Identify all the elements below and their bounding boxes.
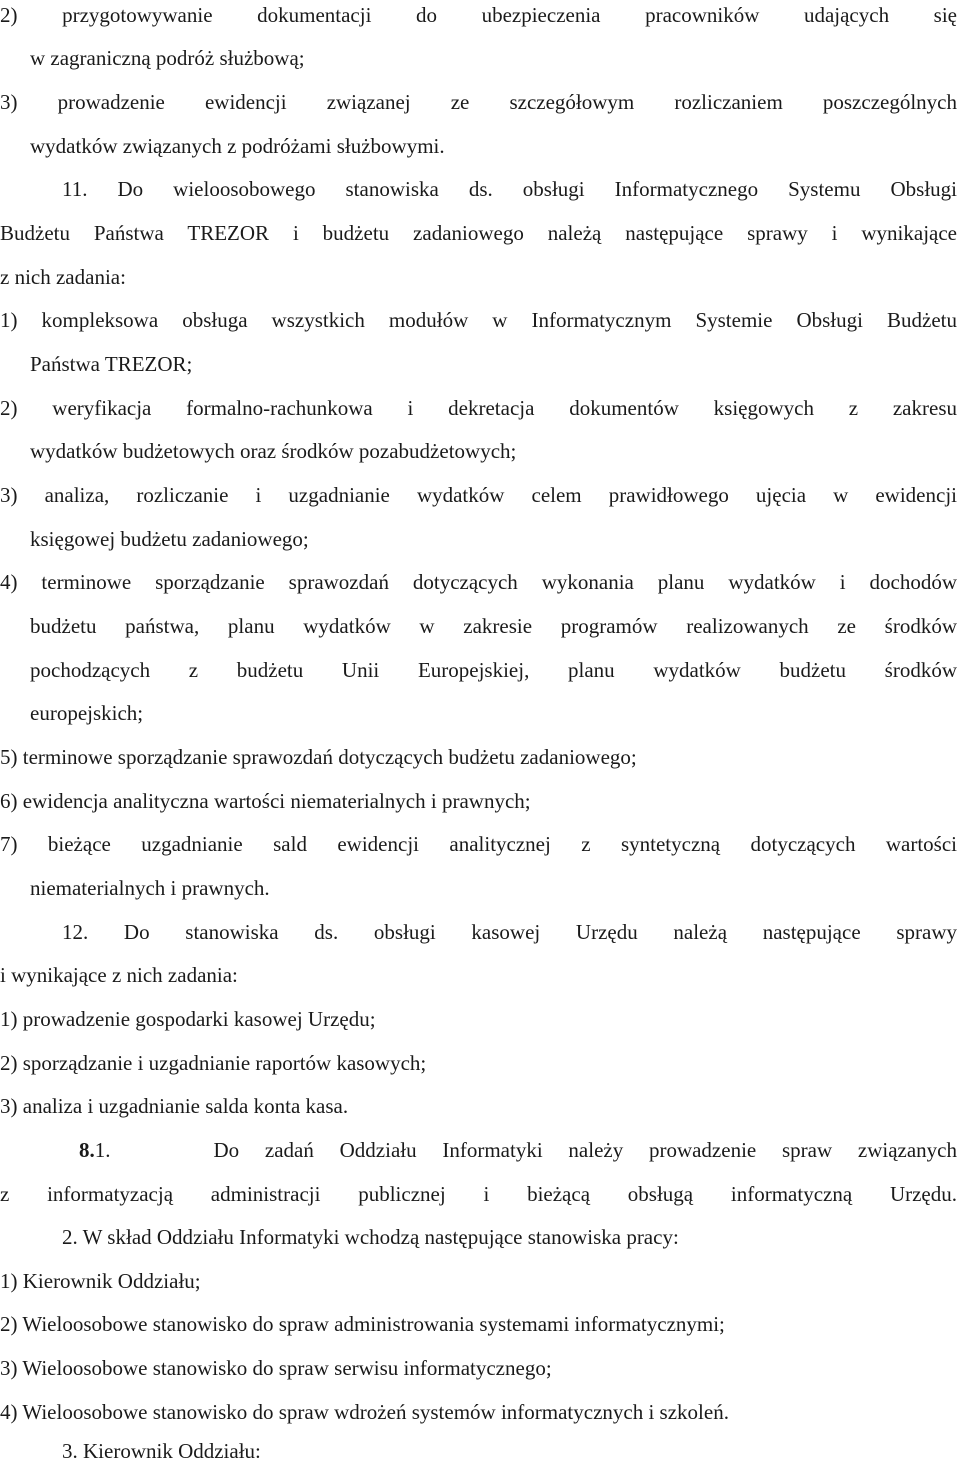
section-number (79, 1135, 111, 1165)
text-line: 3) Wieloosobowe stanowisko do spraw serwisu informatycznego; (0, 1356, 552, 1380)
text-line: 1) Kierownik Oddziału; (0, 1269, 201, 1293)
text-line: 7) bieżące uzgadnianie sald ewidencji analitycznej z syntetyczną dotyczących wartości (0, 832, 957, 856)
text-line: 2) sporządzanie i uzgadnianie raportów kasowych; (0, 1051, 427, 1075)
text-line: europejskich; (30, 701, 144, 725)
text-line: wydatków budżetowych oraz środków pozabudżetowych; (30, 439, 517, 463)
text-line: 2) przygotowywanie dokumentacji do ubezpieczenia pracowników udających się (0, 3, 957, 27)
section-number-bold: 8. (79, 1138, 95, 1162)
text-line: 1) kompleksowa obsługa wszystkich modułów w Informatycznym Systemie Obsługi Budżetu (0, 308, 957, 332)
section-text: Do zadań Oddziału Informatyki należy prowadzenie spraw związanych (213, 1138, 957, 1162)
text-line: Państwa TREZOR; (30, 352, 193, 376)
text-line: 4) terminowe sporządzanie sprawozdań dotyczących wykonania planu wydatków i dochodów (0, 570, 957, 594)
text-line: 3. Kierownik Oddziału: (62, 1439, 261, 1463)
text-line: 3) analiza, rozliczanie i uzgadnianie wydatków celem prawidłowego ujęcia w ewidencji (0, 483, 957, 507)
text-line: 3) analiza i uzgadnianie salda konta kasa. (0, 1094, 349, 1118)
text-line: 4) Wieloosobowe stanowisko do spraw wdrożeń systemów informatycznych i szkoleń. (0, 1400, 729, 1424)
text-line: 3) prowadzenie ewidencji związanej ze szczegółowym rozliczaniem poszczególnych (0, 90, 957, 114)
text-line: 6) ewidencja analityczna wartości niematerialnych i prawnych; (0, 789, 531, 813)
text-line: 5) terminowe sporządzanie sprawozdań dotyczących budżetu zadaniowego; (0, 745, 637, 769)
text-line: i wynikające z nich zadania: (0, 963, 238, 987)
text-line: z informatyzacją administracji publicznej i bieżącą obsługą informatyczną Urzędu. (0, 1182, 957, 1206)
text-line: niematerialnych i prawnych. (30, 876, 270, 900)
text-line: w zagraniczną podróż służbową; (30, 46, 305, 70)
text-line: 2) Wieloosobowe stanowisko do spraw administrowania systemami informatycznymi; (0, 1312, 725, 1336)
text-line: budżetu państwa, planu wydatków w zakresie programów realizowanych ze środków (30, 614, 957, 638)
text-line: 12. Do stanowiska ds. obsługi kasowej Urzędu należą następujące sprawy (62, 920, 957, 944)
text-line: 11. Do wieloosobowego stanowiska ds. obsługi Informatycznego Systemu Obsługi (62, 177, 957, 201)
text-line: księgowej budżetu zadaniowego; (30, 527, 309, 551)
text-line: 1) prowadzenie gospodarki kasowej Urzędu; (0, 1007, 376, 1031)
text-line: pochodzących z budżetu Unii Europejskiej, planu wydatków budżetu środków (30, 658, 957, 682)
text-line: 2. W skład Oddziału Informatyki wchodzą następujące stanowiska pracy: (62, 1225, 679, 1249)
text-line: Budżetu Państwa TREZOR i budżetu zadaniowego należą następujące sprawy i wynikające (0, 221, 957, 245)
section-heading-line (0, 1135, 957, 1165)
text-line: 2) weryfikacja formalno-rachunkowa i dekretacja dokumentów księgowych z zakresu (0, 396, 957, 420)
section-number-rest: 1. (94, 1138, 111, 1162)
text-line: wydatków związanych z podróżami służbowymi. (30, 134, 445, 158)
text-line: z nich zadania: (0, 265, 126, 289)
